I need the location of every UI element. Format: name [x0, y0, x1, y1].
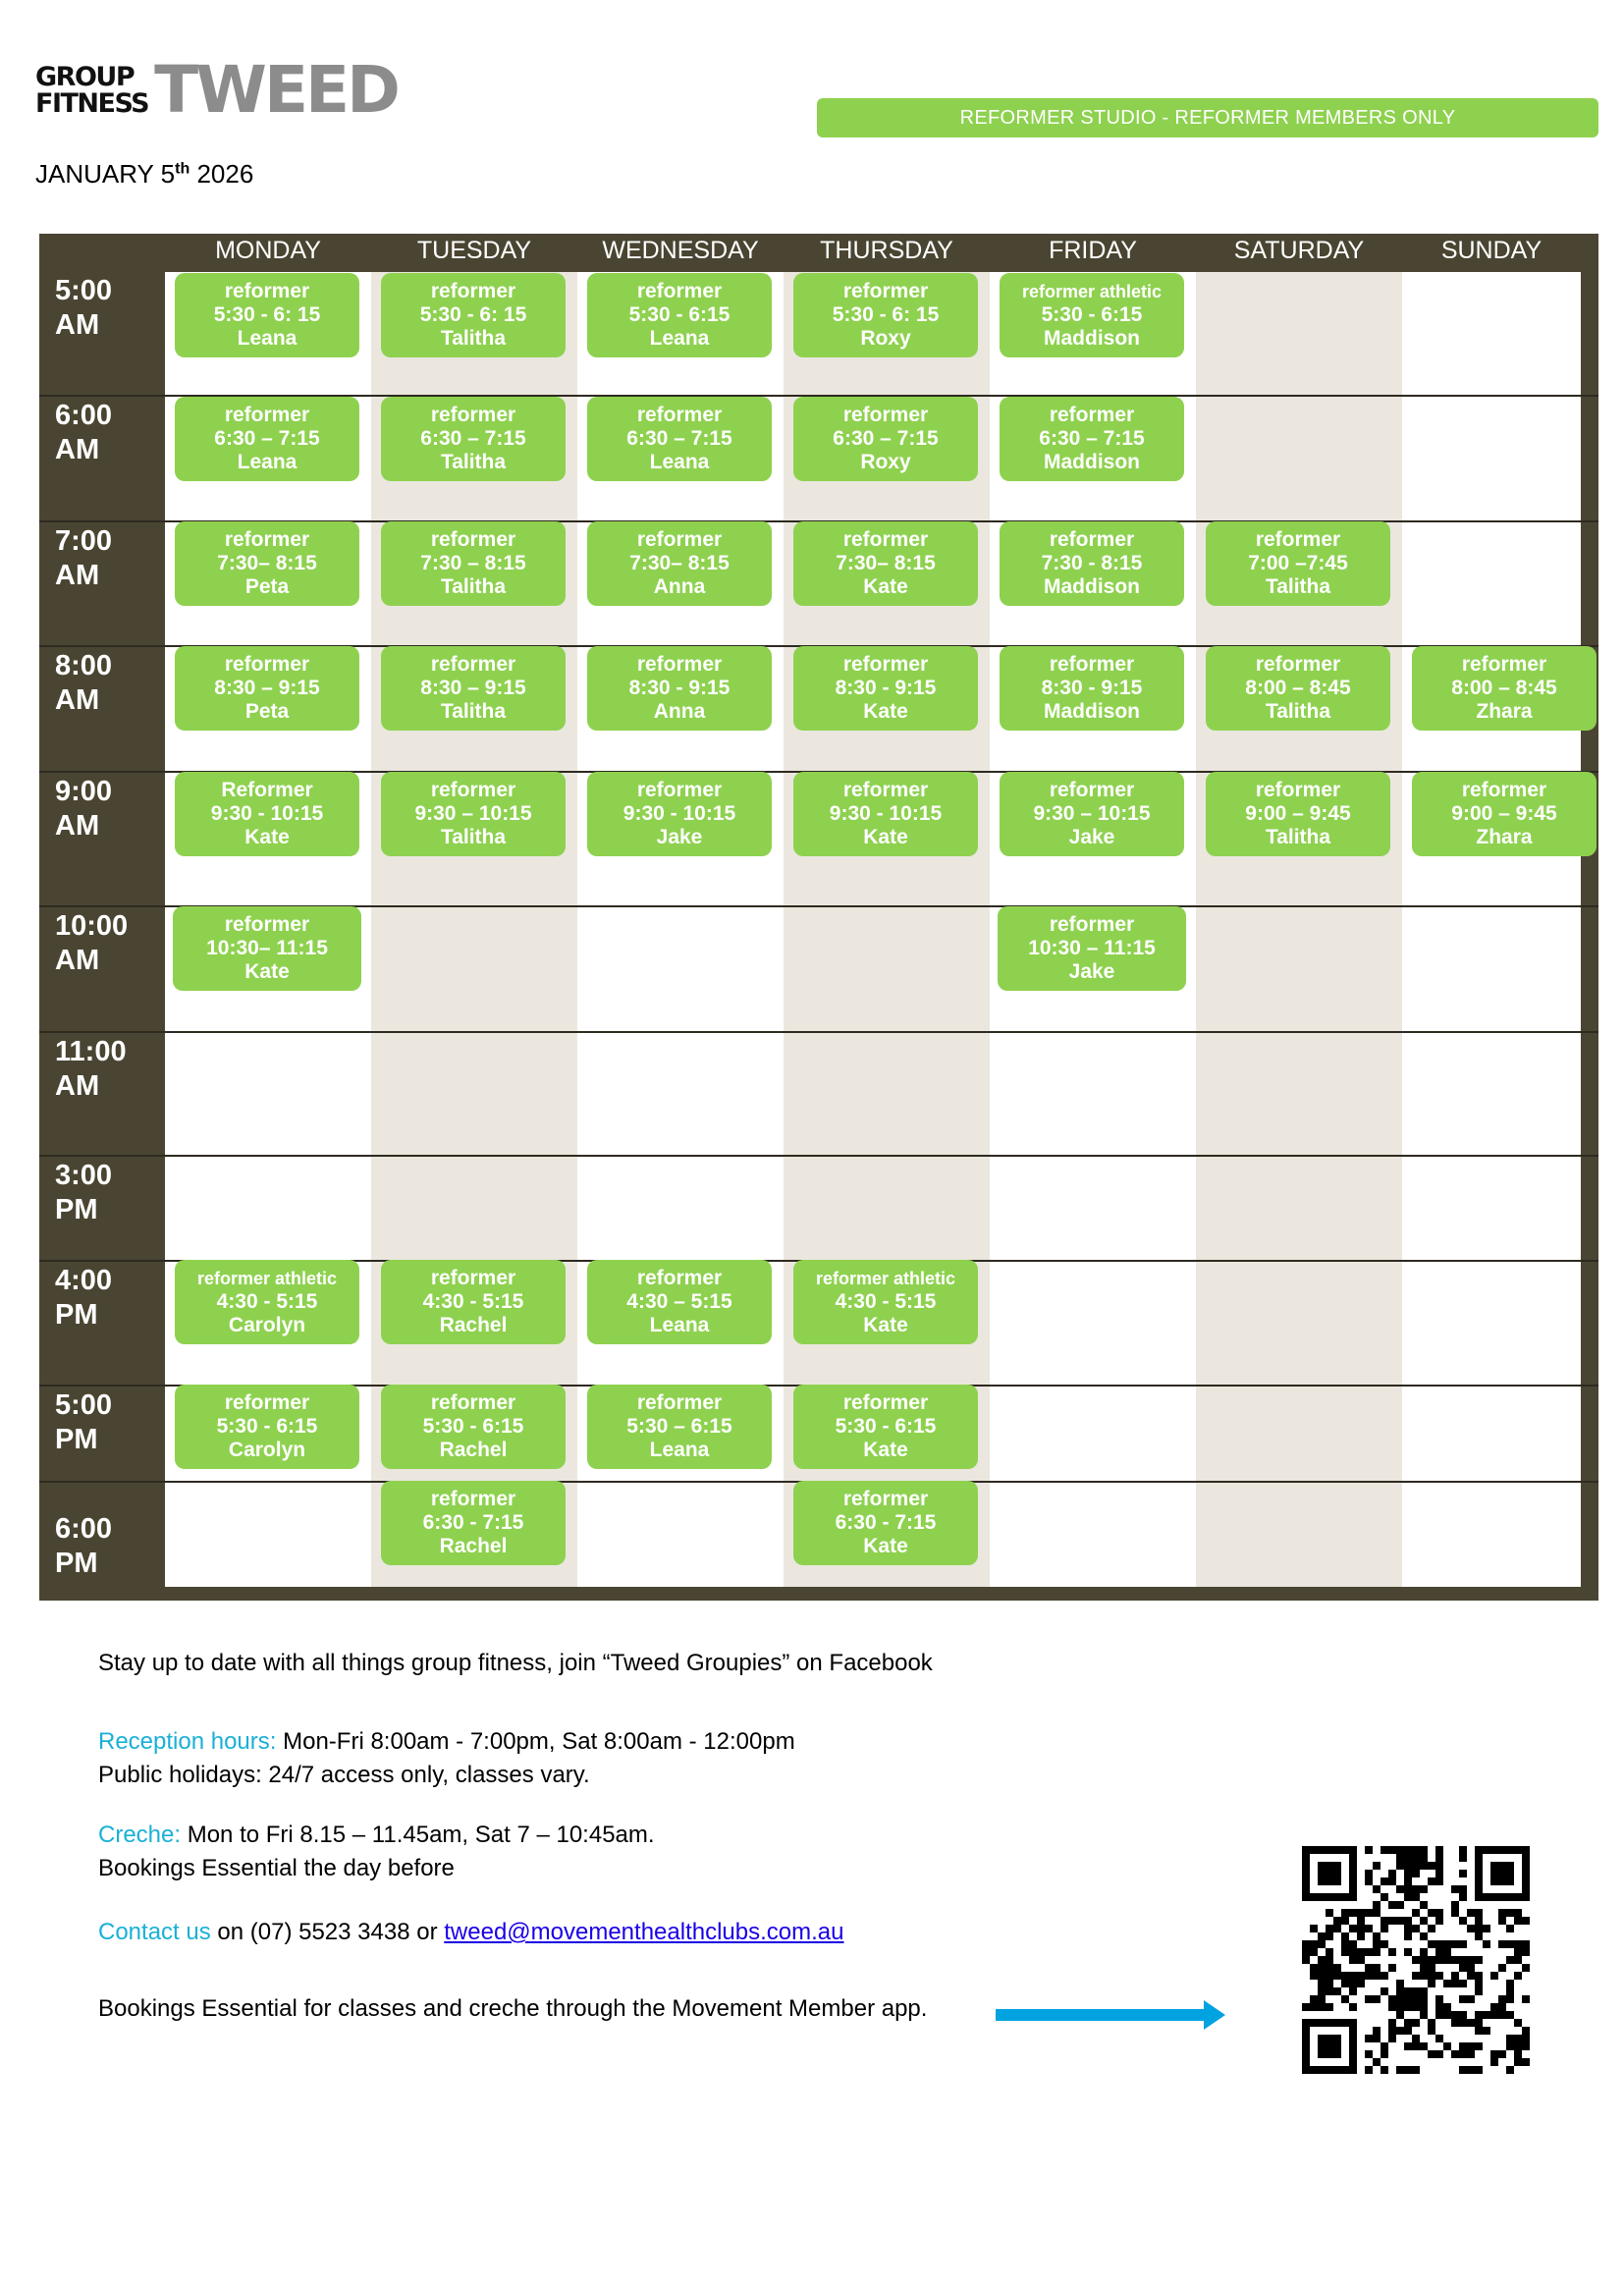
- time-label: 10:00 AM: [55, 910, 129, 976]
- class-name: reformer: [430, 1267, 516, 1289]
- class-instructor: Kate: [863, 1535, 908, 1557]
- contact-label: Contact us: [98, 1919, 211, 1945]
- class-name: reformer: [430, 1488, 516, 1510]
- class-time: 5:30 - 6: 15: [419, 303, 527, 326]
- right-arrow-icon: [996, 2000, 1225, 2030]
- class-block[interactable]: [173, 906, 361, 991]
- class-block[interactable]: [587, 1385, 772, 1469]
- class-instructor: Leana: [649, 1439, 710, 1461]
- class-name: reformer: [842, 779, 929, 801]
- class-time: 7:00 –7:45: [1248, 552, 1348, 574]
- day-header: TUESDAY: [416, 236, 532, 264]
- class-block[interactable]: [1412, 772, 1597, 856]
- class-block[interactable]: [381, 772, 566, 856]
- class-name: reformer: [430, 404, 516, 426]
- class-instructor: Carolyn: [228, 1314, 306, 1336]
- class-time: 9:00 – 9:45: [1451, 802, 1557, 825]
- class-block[interactable]: [793, 646, 978, 731]
- class-instructor: Leana: [237, 327, 298, 350]
- class-block[interactable]: [175, 646, 359, 731]
- class-time: 8:30 – 9:15: [214, 677, 320, 699]
- studio-banner: REFORMER STUDIO - REFORMER MEMBERS ONLY: [817, 98, 1598, 137]
- class-instructor: Peta: [244, 700, 290, 723]
- class-instructor: Talitha: [440, 826, 507, 848]
- creche-note: Bookings Essential the day before: [98, 1855, 455, 1881]
- class-time: 7:30– 8:15: [629, 552, 730, 574]
- class-instructor: Anna: [653, 700, 706, 723]
- time-label: 4:00 PM: [55, 1265, 113, 1331]
- class-name: reformer: [430, 528, 516, 551]
- class-block[interactable]: [381, 273, 566, 357]
- class-time: 9:30 - 10:15: [829, 802, 943, 825]
- class-block[interactable]: [793, 397, 978, 481]
- class-block[interactable]: [1206, 521, 1390, 606]
- class-time: 6:30 – 7:15: [214, 427, 320, 450]
- class-instructor: Peta: [244, 575, 290, 598]
- class-instructor: Jake: [1068, 826, 1115, 848]
- qr-code: [1302, 1846, 1530, 2074]
- class-time: 9:30 - 10:15: [623, 802, 736, 825]
- reception-label: Reception hours:: [98, 1728, 277, 1755]
- class-block[interactable]: [587, 772, 772, 856]
- class-name: Reformer: [221, 779, 313, 801]
- class-block[interactable]: [175, 1385, 359, 1469]
- class-instructor: Leana: [237, 451, 298, 473]
- class-instructor: Maddison: [1044, 451, 1140, 473]
- class-block[interactable]: [793, 1481, 978, 1565]
- class-time: 8:30 – 9:15: [420, 677, 526, 699]
- class-block[interactable]: [1206, 772, 1390, 856]
- class-block[interactable]: [1000, 273, 1184, 357]
- time-label: 5:00 PM: [55, 1389, 113, 1455]
- class-block[interactable]: [175, 521, 359, 606]
- class-block[interactable]: [1000, 646, 1184, 731]
- class-block[interactable]: [381, 646, 566, 731]
- class-instructor: Maddison: [1044, 327, 1140, 350]
- time-label: 7:00 AM: [55, 525, 113, 591]
- creche-info: Creche: Mon to Fri 8.15 – 11.45am, Sat 7 – 10:45am. Bookings Essential the day before: [98, 1822, 655, 1881]
- class-name: reformer: [1049, 913, 1135, 936]
- class-name: reformer: [842, 1391, 929, 1414]
- class-block[interactable]: [1206, 646, 1390, 731]
- class-instructor: Rachel: [439, 1535, 508, 1557]
- class-name: reformer: [1049, 528, 1135, 551]
- class-name: reformer: [636, 280, 723, 302]
- class-name: reformer: [842, 280, 929, 302]
- class-instructor: Zhara: [1476, 700, 1533, 723]
- class-instructor: Leana: [649, 1314, 710, 1336]
- class-instructor: Kate: [863, 575, 908, 598]
- day-header: FRIDAY: [1049, 236, 1137, 264]
- class-time: 6:30 – 7:15: [1039, 427, 1145, 450]
- class-time: 4:30 - 5:15: [422, 1290, 524, 1313]
- class-block[interactable]: [175, 273, 359, 357]
- time-label: 8:00 AM: [55, 650, 113, 716]
- class-instructor: Talitha: [1265, 826, 1331, 848]
- class-name: reformer: [636, 1391, 723, 1414]
- class-name: reformer: [1461, 653, 1547, 676]
- class-name: reformer: [224, 913, 310, 936]
- class-instructor: Maddison: [1044, 575, 1140, 598]
- bookings-note: Bookings Essential for classes and creche through the Movement Member app.: [98, 1995, 928, 2022]
- class-instructor: Leana: [649, 327, 710, 350]
- day-header: MONDAY: [215, 236, 321, 264]
- class-block[interactable]: [998, 906, 1186, 991]
- day-header: THURSDAY: [820, 236, 953, 264]
- class-name: reformer: [1049, 404, 1135, 426]
- class-time: 5:30 - 6: 15: [213, 303, 321, 326]
- class-name: reformer: [636, 779, 723, 801]
- class-time: 5:30 - 6:15: [216, 1415, 318, 1438]
- class-block[interactable]: [381, 1260, 566, 1344]
- class-time: 10:30– 11:15: [206, 937, 328, 959]
- class-time: 8:30 - 9:15: [1041, 677, 1143, 699]
- class-name: reformer: [430, 280, 516, 302]
- class-name: reformer: [636, 528, 723, 551]
- class-instructor: Jake: [1068, 960, 1115, 983]
- class-instructor: Roxy: [860, 327, 911, 350]
- class-time: 4:30 - 5:15: [835, 1290, 937, 1313]
- class-block[interactable]: [175, 772, 359, 856]
- class-instructor: Carolyn: [228, 1439, 306, 1461]
- class-name: reformer: [224, 1391, 310, 1414]
- class-block[interactable]: [1000, 397, 1184, 481]
- row-divider: [39, 1155, 1598, 1157]
- class-time: 5:30 - 6:15: [422, 1415, 524, 1438]
- row-divider: [39, 1031, 1598, 1033]
- day-column: [1196, 272, 1402, 1587]
- public-holidays: Public holidays: 24/7 access only, classes vary.: [98, 1762, 590, 1788]
- class-time: 9:30 - 10:15: [210, 802, 324, 825]
- day-header: WEDNESDAY: [602, 236, 759, 264]
- class-instructor: Talitha: [440, 451, 507, 473]
- class-time: 8:30 - 9:15: [628, 677, 731, 699]
- class-name: reformer: [1255, 653, 1341, 676]
- class-name: reformer athletic: [196, 1269, 338, 1288]
- class-time: 9:30 – 10:15: [414, 802, 532, 825]
- class-time: 9:00 – 9:45: [1245, 802, 1351, 825]
- class-instructor: Anna: [653, 575, 706, 598]
- class-block[interactable]: [587, 397, 772, 481]
- facebook-note: Stay up to date with all things group fitness, join “Tweed Groupies” on Facebook: [98, 1650, 933, 1676]
- class-time: 8:30 - 9:15: [835, 677, 937, 699]
- class-block[interactable]: [793, 273, 978, 357]
- class-time: 6:30 – 7:15: [626, 427, 732, 450]
- class-block[interactable]: [381, 1481, 566, 1565]
- class-block[interactable]: [1000, 521, 1184, 606]
- class-instructor: Rachel: [439, 1314, 508, 1336]
- class-time: 7:30– 8:15: [217, 552, 317, 574]
- class-name: reformer athletic: [1021, 282, 1163, 301]
- class-instructor: Kate: [244, 826, 290, 848]
- class-name: reformer: [636, 1267, 723, 1289]
- time-label: 3:00 PM: [55, 1160, 113, 1225]
- class-instructor: Kate: [863, 1439, 908, 1461]
- class-block[interactable]: [1412, 646, 1597, 731]
- class-name: reformer: [636, 653, 723, 676]
- class-time: 4:30 - 5:15: [216, 1290, 318, 1313]
- class-time: 6:30 – 7:15: [833, 427, 939, 450]
- day-column: [1402, 272, 1581, 1587]
- class-instructor: Talitha: [440, 700, 507, 723]
- contact-info: Contact us on (07) 5523 3438 or tweed@movementhealthclubs.com.au: [98, 1919, 844, 1945]
- class-block[interactable]: [175, 1260, 359, 1344]
- logo: [35, 52, 398, 128]
- class-block[interactable]: [175, 397, 359, 481]
- class-name: reformer: [430, 1391, 516, 1414]
- creche-label: Creche:: [98, 1822, 182, 1848]
- class-time: 6:30 – 7:15: [420, 427, 526, 450]
- class-instructor: Talitha: [440, 327, 507, 350]
- class-name: reformer: [224, 404, 310, 426]
- class-block[interactable]: [793, 1385, 978, 1469]
- class-block[interactable]: [381, 397, 566, 481]
- class-instructor: Kate: [244, 960, 290, 983]
- class-time: 8:00 – 8:45: [1451, 677, 1557, 699]
- class-name: reformer: [842, 653, 929, 676]
- class-time: 5:30 - 6:15: [628, 303, 731, 326]
- class-name: reformer: [842, 404, 929, 426]
- class-instructor: Zhara: [1476, 826, 1533, 848]
- class-block[interactable]: [381, 521, 566, 606]
- class-name: reformer athletic: [815, 1269, 956, 1288]
- class-instructor: Roxy: [860, 451, 911, 473]
- class-time: 9:30 – 10:15: [1033, 802, 1151, 825]
- class-name: reformer: [224, 528, 310, 551]
- class-time: 7:30– 8:15: [836, 552, 936, 574]
- class-name: reformer: [842, 1488, 929, 1510]
- class-instructor: Jake: [656, 826, 703, 848]
- class-time: 5:30 – 6:15: [626, 1415, 732, 1438]
- class-time: 10:30 – 11:15: [1028, 937, 1156, 959]
- class-instructor: Leana: [649, 451, 710, 473]
- class-instructor: Rachel: [439, 1439, 508, 1461]
- class-name: reformer: [224, 280, 310, 302]
- day-header: SATURDAY: [1233, 236, 1365, 264]
- class-instructor: Talitha: [1265, 700, 1331, 723]
- class-instructor: Maddison: [1044, 700, 1140, 723]
- class-name: reformer: [1255, 528, 1341, 551]
- class-name: reformer: [1255, 779, 1341, 801]
- class-time: 6:30 - 7:15: [835, 1511, 937, 1534]
- reception-hours: Reception hours: Mon-Fri 8:00am - 7:00pm, Sat 8:00am - 12:00pm Public holidays: 24/7 access only, classes vary.: [98, 1728, 795, 1788]
- contact-email-link[interactable]: tweed@movementhealthclubs.com.au: [444, 1919, 844, 1945]
- class-time: 5:30 - 6:15: [835, 1415, 937, 1438]
- logo-location: TWEED: [154, 52, 398, 128]
- logo-group-fitness: GROUP FITNESS: [35, 62, 149, 119]
- class-time: 4:30 – 5:15: [626, 1290, 732, 1313]
- class-time: 7:30 - 8:15: [1041, 552, 1143, 574]
- class-name: reformer: [224, 653, 310, 676]
- class-block[interactable]: [587, 646, 772, 731]
- class-name: reformer: [636, 404, 723, 426]
- class-block[interactable]: [1000, 772, 1184, 856]
- class-block[interactable]: [587, 521, 772, 606]
- class-name: reformer: [1461, 779, 1547, 801]
- class-instructor: Kate: [863, 826, 908, 848]
- class-instructor: Talitha: [1265, 575, 1331, 598]
- timetable-date: JANUARY 5th 2026: [35, 159, 254, 189]
- class-time: 6:30 - 7:15: [422, 1511, 524, 1534]
- class-block[interactable]: [587, 1260, 772, 1344]
- class-block[interactable]: [381, 1385, 566, 1469]
- class-name: reformer: [1049, 779, 1135, 801]
- time-label: 11:00 AM: [55, 1036, 127, 1102]
- class-block[interactable]: [793, 521, 978, 606]
- class-time: 8:00 – 8:45: [1245, 677, 1351, 699]
- class-time: 7:30 – 8:15: [420, 552, 526, 574]
- class-time: 5:30 - 6:15: [1041, 303, 1143, 326]
- class-name: reformer: [430, 779, 516, 801]
- day-header: SUNDAY: [1440, 236, 1543, 264]
- class-time: 5:30 - 6: 15: [832, 303, 940, 326]
- time-label: 5:00 AM: [55, 275, 113, 341]
- class-name: reformer: [1049, 653, 1135, 676]
- class-instructor: Talitha: [440, 575, 507, 598]
- class-name: reformer: [842, 528, 929, 551]
- class-name: reformer: [430, 653, 516, 676]
- time-label: 6:00 AM: [55, 400, 113, 465]
- class-block[interactable]: [793, 1260, 978, 1344]
- class-instructor: Kate: [863, 700, 908, 723]
- time-label: 6:00 PM: [55, 1513, 113, 1579]
- time-label: 9:00 AM: [55, 776, 113, 842]
- class-block[interactable]: [793, 772, 978, 856]
- class-block[interactable]: [587, 273, 772, 357]
- class-instructor: Kate: [863, 1314, 908, 1336]
